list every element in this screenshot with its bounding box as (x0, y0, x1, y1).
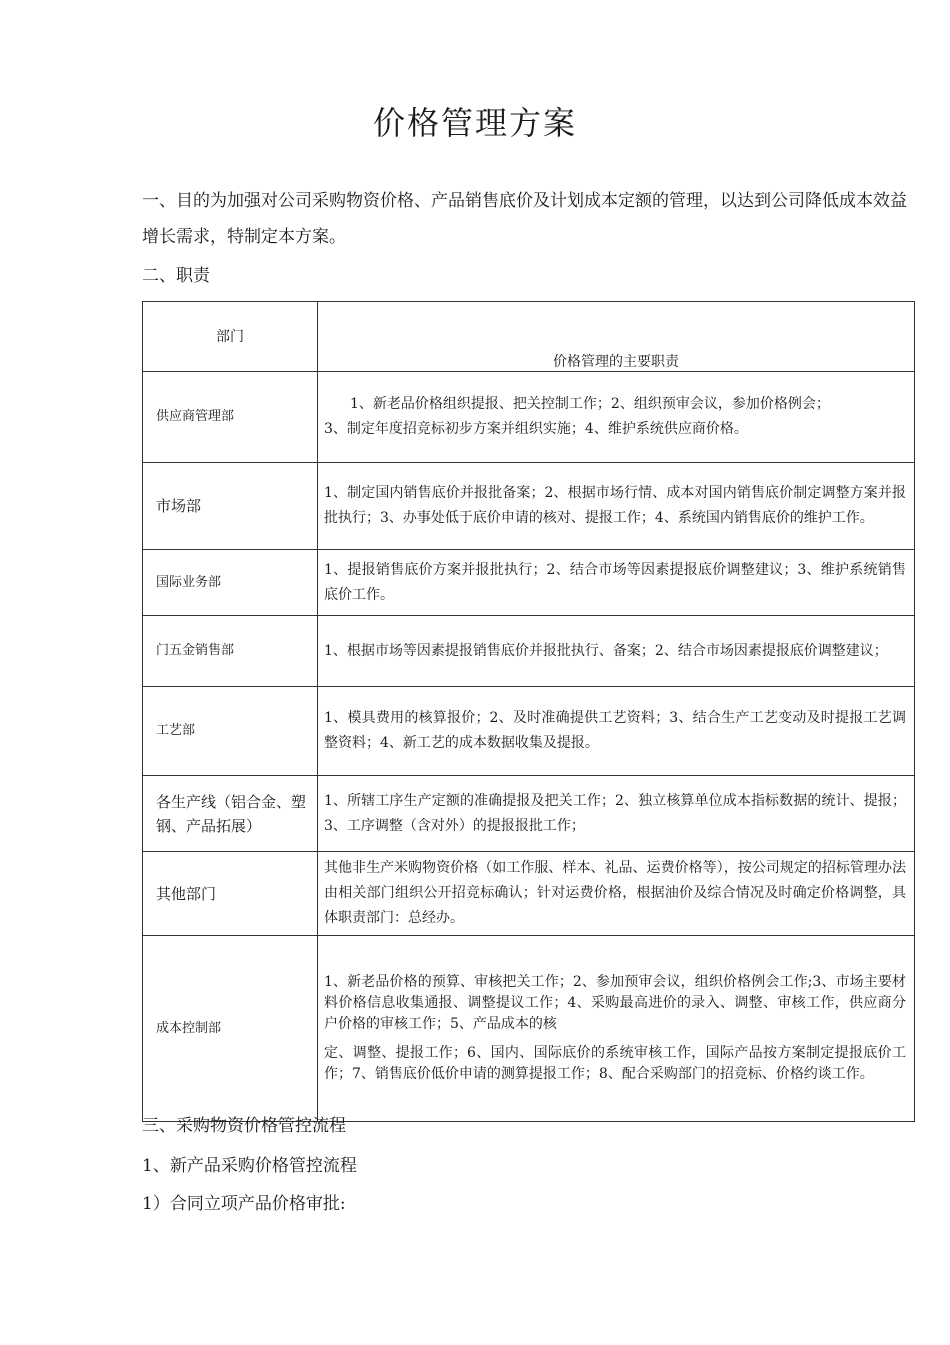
table-row (143, 372, 915, 463)
duty-cell (318, 936, 915, 1122)
table-row (143, 550, 915, 616)
duty-cell: 1、所辖工序生产定额的准确提报及把关工作；2、独立核算单位成本指标数据的统计、提报；3、工序调整（含对外）的提报报批工作； (318, 776, 915, 852)
dept-cell: 各生产线（铝合金、塑钢、产品拓展） (143, 776, 318, 852)
table-row (143, 463, 915, 550)
table-row (143, 852, 915, 936)
duty-cell: 1、模具费用的核算报价；2、及时准确提供工艺资料；3、结合生产工艺变动及时提报工艺调整资料；4、新工艺的成本数据收集及提报。 (318, 687, 915, 776)
duty-cell: 1、制定国内销售底价并报批备案；2、根据市场行情、成本对国内销售底价制定调整方案并报批执行；3、办事处低于底价申请的核对、提报工作；4、系统国内销售底价的维护工作。 (318, 463, 915, 550)
table-row (143, 687, 915, 776)
duty-line: 3、制定年度招竞标初步方案并组织实施；4、维护系统供应商价格。 (324, 421, 748, 437)
table-header-row (143, 302, 915, 372)
dept-cell: 供应商管理部 (143, 372, 318, 463)
duty-line: 1、新老品价格的预算、审核把关工作；2、参加预审会议，组织价格例会工作;3、市场主要材料价格信息收集通报、调整提议工作；4、采购最高进价的录入、调整、审核工作，供应商分户价格的审核工作；5、产品成本的核 (324, 974, 906, 1032)
duty-line: 定、调整、提报工作；6、国内、国际底价的系统审核工作，国际产品按方案制定提报底价工作；7、销售底价低价申请的测算提报工作；8、配合采购部门的招竞标、价格约谈工作。 (324, 1045, 906, 1082)
table-row (143, 936, 915, 1122)
process-item: 1）合同立项产品价格审批: (142, 1194, 346, 1214)
duty-cell: 1、提报销售底价方案并报批执行；2、结合市场等因素提报底价调整建议；3、维护系统销售底价工作。 (318, 550, 915, 616)
duties-heading: 二、职责 (142, 266, 210, 286)
duty-cell (318, 372, 915, 463)
table-row (143, 616, 915, 687)
dept-cell: 市场部 (143, 463, 318, 550)
duty-line: 1、新老品价格组织提报、把关控制工作；2、组织预审会议，参加价格例会； (350, 396, 830, 412)
dept-cell: 其他部门 (143, 852, 318, 936)
header-dept-cell: 部门 (143, 302, 318, 372)
dept-cell: 成本控制部 (143, 936, 318, 1122)
purpose-paragraph: 一、目的为加强对公司采购物资价格、产品销售底价及计划成本定额的管理，以达到公司降低成本效益增长需求，特制定本方案。 (142, 191, 907, 247)
dept-cell: 工艺部 (143, 687, 318, 776)
process-heading: 三、采购物资价格管控流程 (142, 1116, 346, 1136)
process-subheading: 1、新产品采购价格管控流程 (142, 1156, 357, 1176)
header-duty-cell: 价格管理的主要职责 (318, 302, 915, 372)
document-title: 价格管理方案 (372, 104, 577, 142)
dept-cell: 门五金销售部 (143, 616, 318, 687)
duty-cell: 1、根据市场等因素提报销售底价并报批执行、备案；2、结合市场因素提报底价调整建议； (318, 616, 915, 687)
duty-cell: 其他非生产米购物资价格（如工作服、样本、礼品、运费价格等），按公司规定的招标管理办法由相关部门组织公开招竞标确认；针对运费价格，根据油价及综合情况及时确定价格调整，具体职责部门：总经办。 (318, 852, 915, 936)
duty-table (142, 301, 915, 1122)
table-row (143, 776, 915, 852)
dept-cell: 国际业务部 (143, 550, 318, 616)
